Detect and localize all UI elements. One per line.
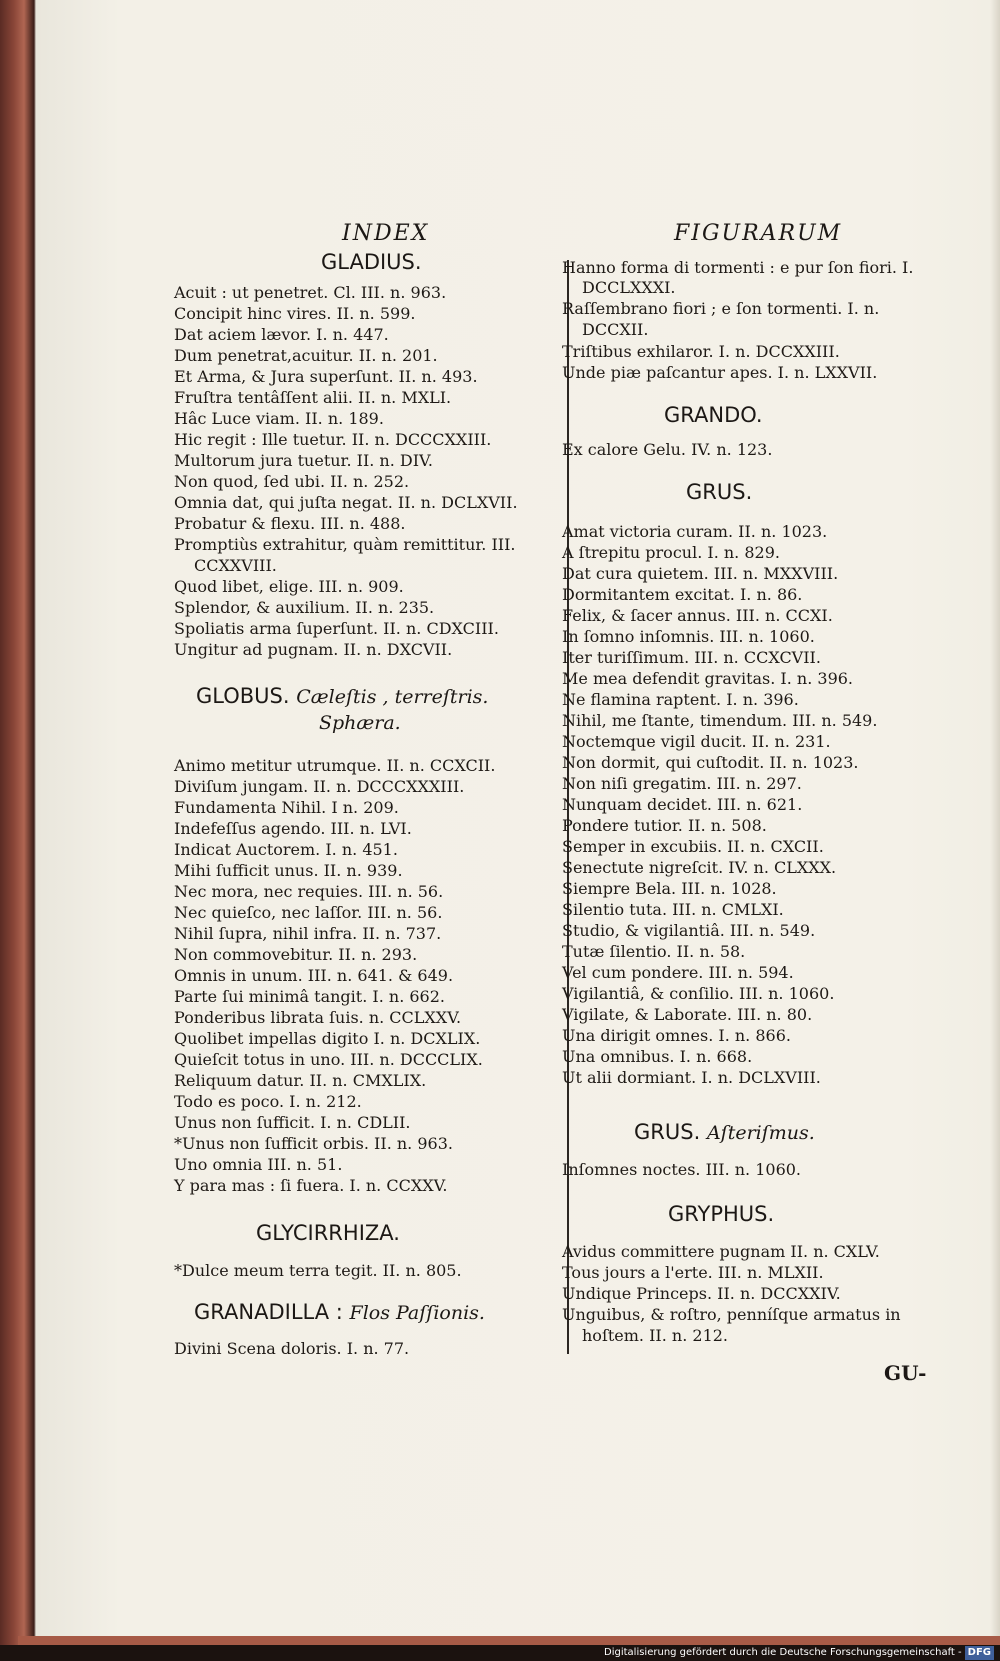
index-entry: Non quod, ſed ubi. II. n. 252. — [174, 472, 410, 491]
index-entry: Hâc Luce viam. II. n. 189. — [174, 409, 384, 428]
index-entry: Fruſtra tentâſſent alii. II. n. MXLI. — [174, 388, 452, 407]
index-entry-continuation: hoſtem. II. n. 212. — [582, 1326, 729, 1345]
index-entry: Ne flamina raptent. I. n. 396. — [562, 690, 799, 709]
index-entry: Quieſcit totus in uno. III. n. DCCCLIX. — [174, 1050, 483, 1069]
heading-globus — [196, 684, 488, 708]
index-entry: Silentio tuta. III. n. CMLXI. — [562, 900, 784, 919]
index-entry: Nec quieſco, nec laſſor. III. n. 56. — [174, 903, 443, 922]
index-entry: Siempre Bela. III. n. 1028. — [562, 879, 777, 898]
index-entry: Nihil, me ſtante, timendum. III. n. 549. — [562, 711, 878, 730]
index-entry: Raſſembrano fiori ; e ſon tormenti. I. n. — [562, 299, 880, 318]
heading-grus-asterismus-main: GRUS. — [634, 1120, 701, 1144]
index-entry: A ſtrepitu procul. I. n. 829. — [562, 543, 780, 562]
heading-grando: GRANDO. — [664, 403, 763, 427]
index-entry: Inſomnes noctes. III. n. 1060. — [562, 1160, 802, 1179]
index-entry: Parte ſui minimâ tangit. I. n. 662. — [174, 987, 445, 1006]
index-entry: *Dulce meum terra tegit. II. n. 805. — [174, 1261, 462, 1280]
heading-gryphus: GRYPHUS. — [668, 1202, 775, 1226]
heading-grus: GRUS. — [686, 480, 753, 504]
index-entry: Promptiùs extrahitur, quàm remittitur. III. — [174, 535, 516, 554]
heading-gladius: GLADIUS. — [321, 250, 422, 274]
index-entry: Omnis in unum. III. n. 641. & 649. — [174, 966, 454, 985]
index-entry: Unguibus, & roſtro, penníſque armatus in — [562, 1305, 901, 1324]
index-entry: Tutæ ſilentio. II. n. 58. — [562, 942, 746, 961]
index-entry: Ut alii dormiant. I. n. DCLXVIII. — [562, 1068, 821, 1087]
index-entry: Vigilate, & Laborate. III. n. 80. — [562, 1005, 813, 1024]
index-entry: *Unus non ſufficit orbis. II. n. 963. — [174, 1134, 453, 1153]
index-entry: Multorum jura tuetur. II. n. DIV. — [174, 451, 433, 470]
index-entry: Nihil ſupra, nihil infra. II. n. 737. — [174, 924, 442, 943]
index-entry: Ungitur ad pugnam. II. n. DXCVII. — [174, 640, 453, 659]
page-edge — [18, 1636, 1000, 1645]
index-entry: Non niſi gregatim. III. n. 297. — [562, 774, 802, 793]
index-entry: Una omnibus. I. n. 668. — [562, 1047, 753, 1066]
heading-grus-asterismus-italic: Aſteriſmus. — [706, 1122, 815, 1144]
index-entry: Me mea defendit gravitas. I. n. 396. — [562, 669, 854, 688]
index-entry: Avidus committere pugnam II. n. CXLV. — [562, 1242, 880, 1261]
index-entry: Concipit hinc vires. II. n. 599. — [174, 304, 416, 323]
index-entry: Tous jours a l'erte. III. n. MLXII. — [562, 1263, 824, 1282]
index-entry: Diviſum jungam. II. n. DCCCXXXIII. — [174, 777, 465, 796]
index-entry: Indicat Auctorem. I. n. 451. — [174, 840, 398, 859]
index-entry: In ſomno inſomnis. III. n. 1060. — [562, 627, 815, 646]
index-entry: Unde piæ paſcantur apes. I. n. LXXVII. — [562, 363, 878, 382]
index-entry: Non dormit, qui cuſtodit. II. n. 1023. — [562, 753, 859, 772]
index-entry: Fundamenta Nihil. I n. 209. — [174, 798, 399, 817]
index-entry: Non commovebitur. II. n. 293. — [174, 945, 418, 964]
digitization-credit[interactable] — [604, 1646, 994, 1660]
index-entry: Indefeſſus agendo. III. n. LVI. — [174, 819, 412, 838]
index-entry: Acuit : ut penetret. Cl. III. n. 963. — [174, 283, 447, 302]
index-entry: Et Arma, & Jura superſunt. II. n. 493. — [174, 367, 478, 386]
index-entry: Pondere tutior. II. n. 508. — [562, 816, 767, 835]
index-entry: Quolibet impellas digito I. n. DCXLIX. — [174, 1029, 481, 1048]
dfg-logo: DFG — [965, 1646, 994, 1660]
index-entry: Unus non ſufficit. I. n. CDLII. — [174, 1113, 411, 1132]
heading-globus-italic: Cæleſtis , terreſtris. — [296, 686, 489, 708]
index-entry: Semper in excubiis. II. n. CXCII. — [562, 837, 824, 856]
index-entry-continuation: CCXXVIII. — [194, 556, 277, 575]
credit-text: Digitalisierung gefördert durch die Deutsche Forschungsgemeinschaft - — [604, 1647, 962, 1658]
heading-globus-sub — [319, 710, 401, 734]
heading-granadilla — [194, 1300, 485, 1324]
index-entry: Ex calore Gelu. IV. n. 123. — [562, 440, 773, 459]
index-entry: Hic regit : Ille tuetur. II. n. DCCCXXIII. — [174, 430, 492, 449]
index-entry: Reliquum datur. II. n. CMXLIX. — [174, 1071, 427, 1090]
index-entry: Iter turiſſimum. III. n. CCXCVII. — [562, 648, 821, 667]
index-entry: Spoliatis arma ſuperſunt. II. n. CDXCIII. — [174, 619, 499, 638]
index-entry: Hanno forma di tormenti : e pur ſon fiori. I. — [562, 258, 914, 277]
index-entry: Divini Scena doloris. I. n. 77. — [174, 1339, 410, 1358]
catchword: GU- — [884, 1361, 927, 1385]
heading-glycirrhiza: GLYCIRRHIZA. — [256, 1221, 400, 1245]
running-header-right: FIGURARUM — [674, 221, 843, 246]
index-entry: Amat victoria curam. II. n. 1023. — [562, 522, 828, 541]
heading-granadilla-italic: Flos Paſſionis. — [349, 1302, 485, 1324]
index-entry: Vel cum pondere. III. n. 594. — [562, 963, 794, 982]
index-entry: Dat cura quietem. III. n. MXXVIII. — [562, 564, 839, 583]
page — [34, 18, 1000, 1636]
index-entry: Quod libet, elige. III. n. 909. — [174, 577, 404, 596]
index-entry: Nec mora, nec requies. III. n. 56. — [174, 882, 444, 901]
index-entry-continuation: DCCXII. — [582, 320, 649, 339]
index-entry: Ponderibus librata ſuis. n. CCLXXV. — [174, 1008, 462, 1027]
index-entry: Todo es poco. I. n. 212. — [174, 1092, 362, 1111]
heading-globus-sub-italic: Sphæra. — [319, 712, 401, 734]
index-entry: Dum penetrat,acuitur. II. n. 201. — [174, 346, 438, 365]
index-entry: Animo metitur utrumque. II. n. CCXCII. — [174, 756, 496, 775]
index-entry: Probatur & flexu. III. n. 488. — [174, 514, 406, 533]
index-entry: Omnia dat, qui juſta negat. II. n. DCLXVII. — [174, 493, 518, 512]
index-entry: Nunquam decidet. III. n. 621. — [562, 795, 803, 814]
index-entry: Dat aciem lævor. I. n. 447. — [174, 325, 389, 344]
heading-grus-asterismus — [634, 1120, 815, 1144]
index-entry: Una dirigit omnes. I. n. 866. — [562, 1026, 791, 1045]
index-entry: Splendor, & auxilium. II. n. 235. — [174, 598, 435, 617]
index-entry: Undique Princeps. II. n. DCCXXIV. — [562, 1284, 841, 1303]
running-header-left: INDEX — [342, 221, 430, 246]
index-entry: Studio, & vigilantiâ. III. n. 549. — [562, 921, 816, 940]
index-entry: Uno omnia III. n. 51. — [174, 1155, 343, 1174]
index-entry: Noctemque vigil ducit. II. n. 231. — [562, 732, 831, 751]
index-entry: Felix, & ſacer annus. III. n. CCXI. — [562, 606, 833, 625]
index-entry: Dormitantem excitat. I. n. 86. — [562, 585, 803, 604]
index-entry: Mihi ſufficit unus. II. n. 939. — [174, 861, 403, 880]
index-entry: Y para mas : ſi fuera. I. n. CCXXV. — [174, 1176, 448, 1195]
heading-granadilla-main: GRANADILLA : — [194, 1300, 343, 1324]
heading-globus-main: GLOBUS. — [196, 684, 290, 708]
index-entry: Vigilantiâ, & conſilio. III. n. 1060. — [562, 984, 835, 1003]
index-entry-continuation: DCCLXXXI. — [582, 278, 676, 297]
index-entry: Senectute nigreſcit. IV. n. CLXXX. — [562, 858, 837, 877]
index-entry: Triſtibus exhilaror. I. n. DCCXXIII. — [562, 342, 840, 361]
